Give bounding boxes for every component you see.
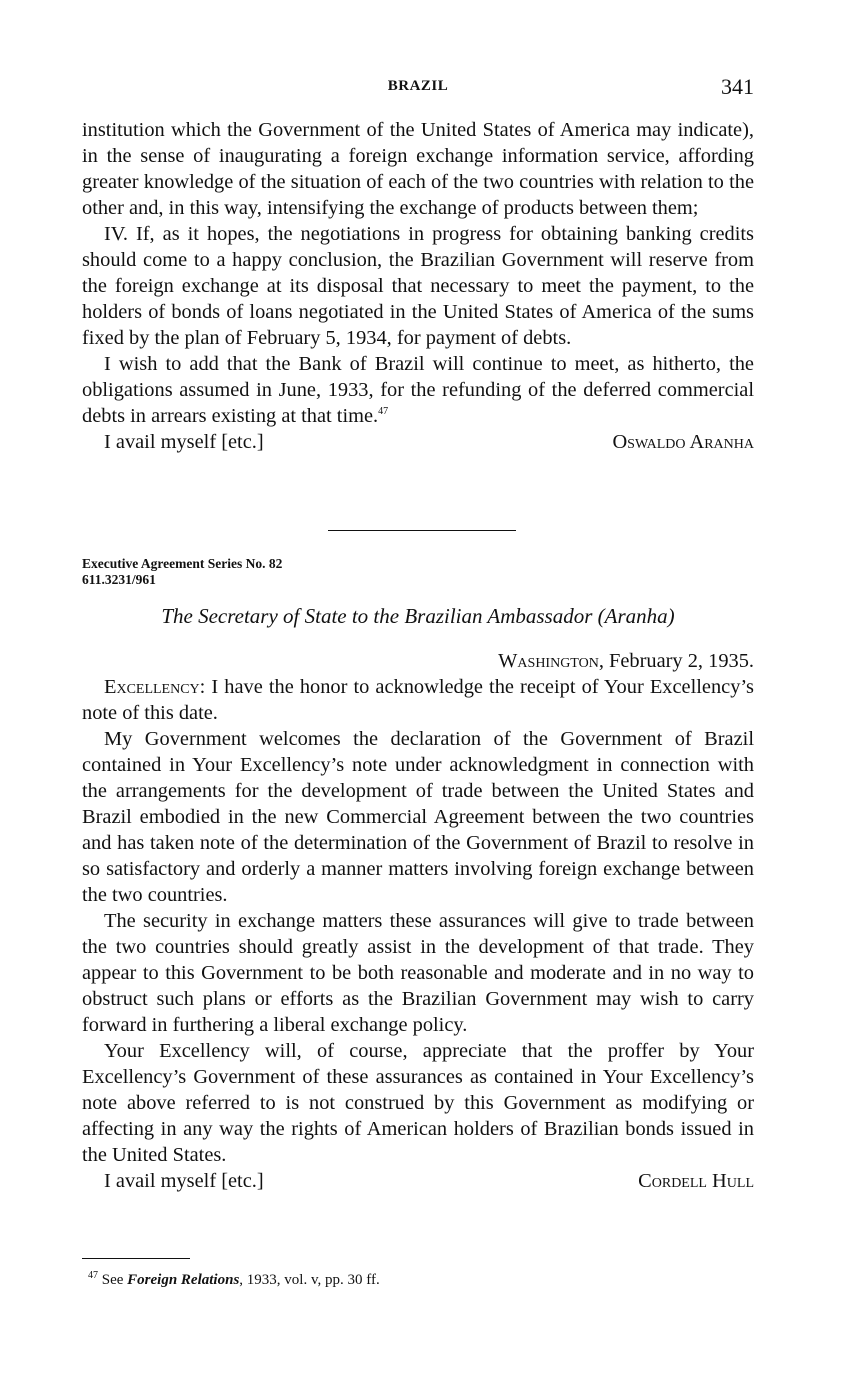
dateline-place: Washington <box>498 650 599 672</box>
signature-hull: Cordell Hull <box>638 1170 754 1192</box>
paragraph-proffer: Your Excellency will, of course, appreciate that the proffer by Your Excellency’s Government of these assurances as contained in Your Excellency’s note above referred to is not construed by this Government as modifying or affecting in any way the rights of American holders of Brazilian bonds issued in the United States. <box>82 1040 754 1166</box>
footnote-reference: 47 <box>378 406 389 418</box>
footnote-area <box>82 1270 754 1290</box>
signature-aranha: Oswaldo Aranha <box>612 431 754 453</box>
paragraph-bank-text: I wish to add that the Bank of Brazil will continue to meet, as hitherto, the obligations assumed in June, 1933, for the refunding of the deferred commercial debts in arrears existing at that time. <box>82 353 754 427</box>
paragraph-acknowledge <box>82 674 754 726</box>
series-label: Executive Agreement Series No. 82 <box>82 556 283 571</box>
footnote-text-before: See <box>98 1272 128 1288</box>
footnote-title: Foreign Relations <box>127 1272 240 1288</box>
footnote-rule <box>82 1258 190 1259</box>
document-metadata <box>82 556 754 588</box>
page-header <box>82 74 754 104</box>
paragraph-bank-of-brazil <box>82 351 754 429</box>
paragraph-continued: institution which the Government of the United States of America may indicate), in the sense of inaugurating a foreign exchange information service, affording greater knowledge of the situation of each of the two countries with relation to the other and, in this way, intensifying the exchange of products between them; <box>82 119 754 219</box>
section-divider <box>328 530 516 531</box>
paragraph-acknowledge-text: I have the honor to acknowledge the receipt of Your Excellency’s note of this date. <box>82 676 754 724</box>
footnote-text-after: , 1933, vol. v, pp. 30 ff. <box>239 1272 380 1288</box>
dateline-date: , February 2, 1935. <box>598 650 754 672</box>
letter-hull <box>82 602 754 1194</box>
closing-row-hull <box>82 1168 754 1194</box>
paragraph-security: The security in exchange matters these assurances will give to trade between the two countries should greatly assist in the development of that trade. They appear to this Government to be both reasonable and moderate and in no way to obstruct such plans or efforts as the Brazilian Government may wish to carry forward in furthering a liberal exchange policy. <box>82 910 754 1036</box>
closing-text: I avail myself [etc.] <box>104 431 264 453</box>
closing-text: I avail myself [etc.] <box>104 1170 264 1192</box>
footnote-marker: 47 <box>88 1270 98 1281</box>
closing-row-aranha <box>82 429 754 455</box>
document-title: The Secretary of State to the Brazilian Ambassador (Aranha) <box>161 604 675 628</box>
salutation: Excellency: <box>104 676 206 698</box>
file-number: 611.3231/961 <box>82 572 156 587</box>
letter-aranha-body <box>82 117 754 455</box>
page-number: 341 <box>721 74 754 99</box>
paragraph-iv: IV. If, as it hopes, the negotiations in progress for obtaining banking credits should come to a happy conclusion, the Brazilian Government will reserve from the foreign exchange at its disposal that necessary to meet the payment, to the holders of bonds of loans negotiated in the United States of America of the sums fixed by the plan of February 5, 1934, for payment of debts. <box>82 223 754 349</box>
dateline <box>82 648 754 674</box>
running-title: BRAZIL <box>387 78 449 94</box>
footnote <box>82 1270 754 1290</box>
paragraph-welcomes: My Government welcomes the declaration of the Government of Brazil contained in Your Excellency’s note under acknowledgment in connection with the arrangements for the development of trade between the United States and Brazil embodied in the new Commercial Agreement between the two countries and has taken note of the determination of the Government of Brazil to resolve in so satisfactory and orderly a manner matters involving foreign exchange between the two countries. <box>82 728 754 906</box>
